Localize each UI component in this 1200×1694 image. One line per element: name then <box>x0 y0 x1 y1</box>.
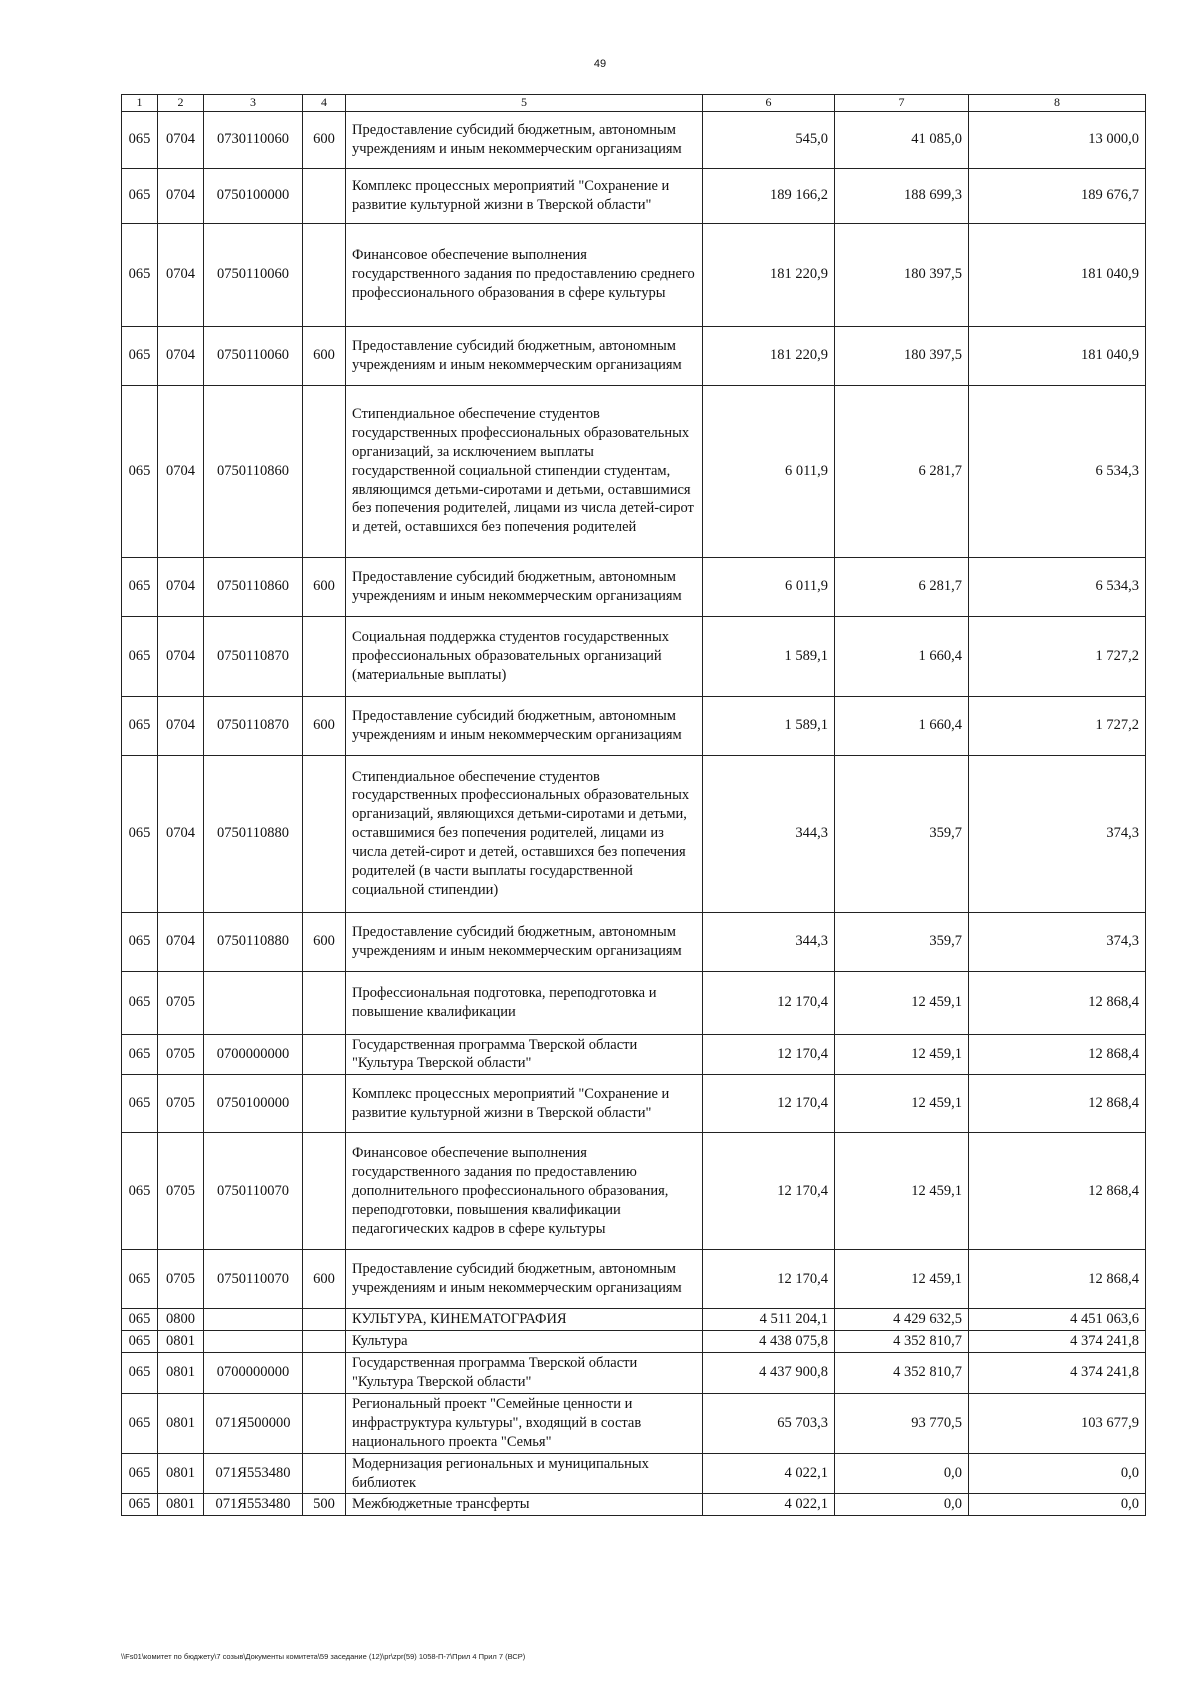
table-row <box>122 1494 1146 1516</box>
table-row <box>122 755 1146 912</box>
target-article-cell: 071Я500000 <box>204 1393 303 1453</box>
department-code-cell: 065 <box>122 1393 158 1453</box>
table-row <box>122 557 1146 616</box>
table-row <box>122 1331 1146 1353</box>
col-header: 2 <box>158 95 204 112</box>
amount-cell-col8: 0,0 <box>969 1494 1146 1516</box>
target-article-cell: 0750110060 <box>204 326 303 385</box>
item-name-cell: Предоставление субсидий бюджетным, автономным учреждениям и иным некоммерческим организациям <box>346 696 703 755</box>
col-header: 8 <box>969 95 1146 112</box>
amount-cell-col6: 545,0 <box>703 111 835 168</box>
item-name-cell: Предоставление субсидий бюджетным, автономным учреждениям и иным некоммерческим организациям <box>346 557 703 616</box>
table-row <box>122 1393 1146 1453</box>
amount-cell-col8: 12 868,4 <box>969 1075 1146 1133</box>
amount-cell-col7: 1 660,4 <box>835 616 969 696</box>
amount-cell-col8: 6 534,3 <box>969 557 1146 616</box>
section-code-cell: 0704 <box>158 168 204 223</box>
table-row <box>122 1453 1146 1494</box>
amount-cell-col8: 12 868,4 <box>969 1034 1146 1075</box>
department-code-cell: 065 <box>122 912 158 971</box>
item-name-cell: Предоставление субсидий бюджетным, автономным учреждениям и иным некоммерческим организациям <box>346 1250 703 1309</box>
amount-cell-col6: 344,3 <box>703 912 835 971</box>
department-code-cell: 065 <box>122 326 158 385</box>
item-name-cell: Комплекс процессных мероприятий "Сохранение и развитие культурной жизни в Тверской области" <box>346 1075 703 1133</box>
section-code-cell: 0704 <box>158 755 204 912</box>
department-code-cell: 065 <box>122 385 158 557</box>
amount-cell-col6: 12 170,4 <box>703 1250 835 1309</box>
department-code-cell: 065 <box>122 557 158 616</box>
target-article-cell: 071Я553480 <box>204 1453 303 1494</box>
section-code-cell: 0704 <box>158 385 204 557</box>
target-article-cell: 071Я553480 <box>204 1494 303 1516</box>
amount-cell-col8: 374,3 <box>969 755 1146 912</box>
target-article-cell <box>204 971 303 1034</box>
section-code-cell: 0801 <box>158 1331 204 1353</box>
item-name-cell: Предоставление субсидий бюджетным, автономным учреждениям и иным некоммерческим организациям <box>346 326 703 385</box>
col-header: 4 <box>303 95 346 112</box>
section-code-cell: 0801 <box>158 1494 204 1516</box>
column-number-row <box>122 95 1146 112</box>
amount-cell-col6: 344,3 <box>703 755 835 912</box>
amount-cell-col7: 6 281,7 <box>835 557 969 616</box>
department-code-cell: 065 <box>122 755 158 912</box>
amount-cell-col8: 181 040,9 <box>969 326 1146 385</box>
section-code-cell: 0704 <box>158 326 204 385</box>
table-row <box>122 1034 1146 1075</box>
amount-cell-col8: 12 868,4 <box>969 1250 1146 1309</box>
amount-cell-col7: 1 660,4 <box>835 696 969 755</box>
amount-cell-col7: 12 459,1 <box>835 1075 969 1133</box>
target-article-cell: 0750110870 <box>204 616 303 696</box>
amount-cell-col6: 12 170,4 <box>703 1034 835 1075</box>
section-code-cell: 0704 <box>158 223 204 326</box>
expense-type-cell: 600 <box>303 557 346 616</box>
item-name-cell: Модернизация региональных и муниципальных библиотек <box>346 1453 703 1494</box>
item-name-cell: Культура <box>346 1331 703 1353</box>
amount-cell-col7: 0,0 <box>835 1453 969 1494</box>
col-header: 3 <box>204 95 303 112</box>
amount-cell-col6: 189 166,2 <box>703 168 835 223</box>
amount-cell-col6: 6 011,9 <box>703 557 835 616</box>
item-name-cell: Социальная поддержка студентов государственных профессиональных образовательных организаций (материальные выплаты) <box>346 616 703 696</box>
department-code-cell: 065 <box>122 1075 158 1133</box>
col-header: 1 <box>122 95 158 112</box>
expense-type-cell <box>303 971 346 1034</box>
budget-table <box>121 94 1146 1516</box>
col-header: 6 <box>703 95 835 112</box>
expense-type-cell: 600 <box>303 326 346 385</box>
expense-type-cell <box>303 1331 346 1353</box>
table-row <box>122 1352 1146 1393</box>
amount-cell-col8: 13 000,0 <box>969 111 1146 168</box>
target-article-cell: 0750110860 <box>204 557 303 616</box>
table-row <box>122 616 1146 696</box>
amount-cell-col8: 374,3 <box>969 912 1146 971</box>
department-code-cell: 065 <box>122 1352 158 1393</box>
item-name-cell: Стипендиальное обеспечение студентов государственных профессиональных образовательных организаций, за исключением выплаты государственной социальной стипендии студентам, являющимся детьми-сиротами и детьми, оставшимися без попечения родителей, лицами из числа детей-сирот и детей, оставшихся без попечения родителей <box>346 385 703 557</box>
item-name-cell: Комплекс процессных мероприятий "Сохранение и развитие культурной жизни в Тверской области" <box>346 168 703 223</box>
target-article-cell: 0750110060 <box>204 223 303 326</box>
amount-cell-col7: 188 699,3 <box>835 168 969 223</box>
table-row <box>122 385 1146 557</box>
table-row <box>122 223 1146 326</box>
section-code-cell: 0705 <box>158 1075 204 1133</box>
section-code-cell: 0705 <box>158 1133 204 1250</box>
amount-cell-col6: 1 589,1 <box>703 616 835 696</box>
table-row <box>122 111 1146 168</box>
page-number: 49 <box>593 58 607 70</box>
section-code-cell: 0801 <box>158 1352 204 1393</box>
amount-cell-col6: 1 589,1 <box>703 696 835 755</box>
amount-cell-col8: 12 868,4 <box>969 1133 1146 1250</box>
target-article-cell: 0700000000 <box>204 1034 303 1075</box>
item-name-cell: Государственная программа Тверской области "Культура Тверской области" <box>346 1034 703 1075</box>
amount-cell-col8: 4 451 063,6 <box>969 1309 1146 1331</box>
item-name-cell: Стипендиальное обеспечение студентов государственных профессиональных образовательных организаций, являющихся детьми-сиротами и детьми, оставшимися без попечения родителей, лицами из числа детей-сирот и детей, оставшихся без попечения родителей (в части выплаты государственной социальной стипендии) <box>346 755 703 912</box>
table-row <box>122 1133 1146 1250</box>
target-article-cell: 0750110070 <box>204 1133 303 1250</box>
amount-cell-col7: 0,0 <box>835 1494 969 1516</box>
amount-cell-col6: 4 022,1 <box>703 1453 835 1494</box>
item-name-cell: Региональный проект "Семейные ценности и инфраструктура культуры", входящий в состав национального проекта "Семья" <box>346 1393 703 1453</box>
target-article-cell: 0750100000 <box>204 168 303 223</box>
amount-cell-col6: 181 220,9 <box>703 223 835 326</box>
amount-cell-col6: 6 011,9 <box>703 385 835 557</box>
expense-type-cell <box>303 1034 346 1075</box>
department-code-cell: 065 <box>122 1309 158 1331</box>
expense-type-cell <box>303 1075 346 1133</box>
item-name-cell: Межбюджетные трансферты <box>346 1494 703 1516</box>
item-name-cell: Государственная программа Тверской области "Культура Тверской области" <box>346 1352 703 1393</box>
target-article-cell: 0730110060 <box>204 111 303 168</box>
amount-cell-col8: 12 868,4 <box>969 971 1146 1034</box>
table-row <box>122 696 1146 755</box>
col-header: 5 <box>346 95 703 112</box>
amount-cell-col6: 181 220,9 <box>703 326 835 385</box>
target-article-cell: 0700000000 <box>204 1352 303 1393</box>
target-article-cell: 0750110870 <box>204 696 303 755</box>
department-code-cell: 065 <box>122 1453 158 1494</box>
target-article-cell: 0750110880 <box>204 755 303 912</box>
section-code-cell: 0800 <box>158 1309 204 1331</box>
department-code-cell: 065 <box>122 223 158 326</box>
amount-cell-col7: 12 459,1 <box>835 971 969 1034</box>
amount-cell-col7: 12 459,1 <box>835 1133 969 1250</box>
amount-cell-col8: 181 040,9 <box>969 223 1146 326</box>
item-name-cell: Финансовое обеспечение выполнения государственного задания по предоставлению среднего профессионального образования в сфере культуры <box>346 223 703 326</box>
amount-cell-col7: 4 352 810,7 <box>835 1352 969 1393</box>
section-code-cell: 0705 <box>158 1250 204 1309</box>
col-header: 7 <box>835 95 969 112</box>
amount-cell-col8: 0,0 <box>969 1453 1146 1494</box>
table-row <box>122 1250 1146 1309</box>
target-article-cell: 0750110070 <box>204 1250 303 1309</box>
expense-type-cell <box>303 616 346 696</box>
amount-cell-col8: 189 676,7 <box>969 168 1146 223</box>
department-code-cell: 065 <box>122 971 158 1034</box>
expense-type-cell <box>303 1309 346 1331</box>
amount-cell-col6: 4 438 075,8 <box>703 1331 835 1353</box>
amount-cell-col7: 12 459,1 <box>835 1250 969 1309</box>
amount-cell-col8: 103 677,9 <box>969 1393 1146 1453</box>
amount-cell-col8: 6 534,3 <box>969 385 1146 557</box>
section-code-cell: 0704 <box>158 696 204 755</box>
expense-type-cell: 600 <box>303 111 346 168</box>
table-row <box>122 1075 1146 1133</box>
expense-type-cell <box>303 223 346 326</box>
section-code-cell: 0801 <box>158 1453 204 1494</box>
item-name-cell: Финансовое обеспечение выполнения государственного задания по предоставлению дополнительного профессионального образования, переподготовки, повышения квалификации педагогических кадров в сфере культуры <box>346 1133 703 1250</box>
expense-type-cell <box>303 1133 346 1250</box>
file-path-footer: \\Fs01\комитет по бюджету\7 созыв\Документы комитета\59 заседание (12)\pr\zpr(59) 1058-П-7\Прил 4 Прил 7 (ВСР) <box>121 1652 526 1661</box>
amount-cell-col6: 4 022,1 <box>703 1494 835 1516</box>
table-row <box>122 1309 1146 1331</box>
amount-cell-col7: 41 085,0 <box>835 111 969 168</box>
department-code-cell: 065 <box>122 1034 158 1075</box>
expense-type-cell <box>303 1352 346 1393</box>
department-code-cell: 065 <box>122 1133 158 1250</box>
expense-type-cell: 600 <box>303 912 346 971</box>
amount-cell-col6: 12 170,4 <box>703 1133 835 1250</box>
department-code-cell: 065 <box>122 616 158 696</box>
amount-cell-col6: 65 703,3 <box>703 1393 835 1453</box>
expense-type-cell <box>303 1453 346 1494</box>
target-article-cell <box>204 1331 303 1353</box>
section-code-cell: 0704 <box>158 111 204 168</box>
amount-cell-col7: 4 352 810,7 <box>835 1331 969 1353</box>
amount-cell-col8: 1 727,2 <box>969 696 1146 755</box>
amount-cell-col6: 4 511 204,1 <box>703 1309 835 1331</box>
item-name-cell: Профессиональная подготовка, переподготовка и повышение квалификации <box>346 971 703 1034</box>
amount-cell-col7: 180 397,5 <box>835 223 969 326</box>
department-code-cell: 065 <box>122 1494 158 1516</box>
amount-cell-col7: 4 429 632,5 <box>835 1309 969 1331</box>
item-name-cell: КУЛЬТУРА, КИНЕМАТОГРАФИЯ <box>346 1309 703 1331</box>
section-code-cell: 0705 <box>158 1034 204 1075</box>
expense-type-cell <box>303 755 346 912</box>
section-code-cell: 0704 <box>158 557 204 616</box>
expense-type-cell: 600 <box>303 1250 346 1309</box>
expense-type-cell <box>303 1393 346 1453</box>
target-article-cell <box>204 1309 303 1331</box>
target-article-cell: 0750100000 <box>204 1075 303 1133</box>
table-row <box>122 912 1146 971</box>
target-article-cell: 0750110860 <box>204 385 303 557</box>
target-article-cell: 0750110880 <box>204 912 303 971</box>
amount-cell-col6: 12 170,4 <box>703 1075 835 1133</box>
section-code-cell: 0704 <box>158 912 204 971</box>
department-code-cell: 065 <box>122 168 158 223</box>
expense-type-cell: 500 <box>303 1494 346 1516</box>
amount-cell-col8: 4 374 241,8 <box>969 1331 1146 1353</box>
section-code-cell: 0801 <box>158 1393 204 1453</box>
expense-type-cell <box>303 385 346 557</box>
table-row <box>122 326 1146 385</box>
department-code-cell: 065 <box>122 696 158 755</box>
amount-cell-col7: 93 770,5 <box>835 1393 969 1453</box>
amount-cell-col8: 1 727,2 <box>969 616 1146 696</box>
item-name-cell: Предоставление субсидий бюджетным, автономным учреждениям и иным некоммерческим организациям <box>346 111 703 168</box>
expense-type-cell: 600 <box>303 696 346 755</box>
amount-cell-col7: 12 459,1 <box>835 1034 969 1075</box>
table-row <box>122 168 1146 223</box>
department-code-cell: 065 <box>122 111 158 168</box>
amount-cell-col7: 6 281,7 <box>835 385 969 557</box>
section-code-cell: 0704 <box>158 616 204 696</box>
amount-cell-col6: 12 170,4 <box>703 971 835 1034</box>
amount-cell-col7: 180 397,5 <box>835 326 969 385</box>
expense-type-cell <box>303 168 346 223</box>
table-row <box>122 971 1146 1034</box>
amount-cell-col7: 359,7 <box>835 755 969 912</box>
amount-cell-col6: 4 437 900,8 <box>703 1352 835 1393</box>
amount-cell-col7: 359,7 <box>835 912 969 971</box>
item-name-cell: Предоставление субсидий бюджетным, автономным учреждениям и иным некоммерческим организациям <box>346 912 703 971</box>
section-code-cell: 0705 <box>158 971 204 1034</box>
department-code-cell: 065 <box>122 1250 158 1309</box>
department-code-cell: 065 <box>122 1331 158 1353</box>
amount-cell-col8: 4 374 241,8 <box>969 1352 1146 1393</box>
